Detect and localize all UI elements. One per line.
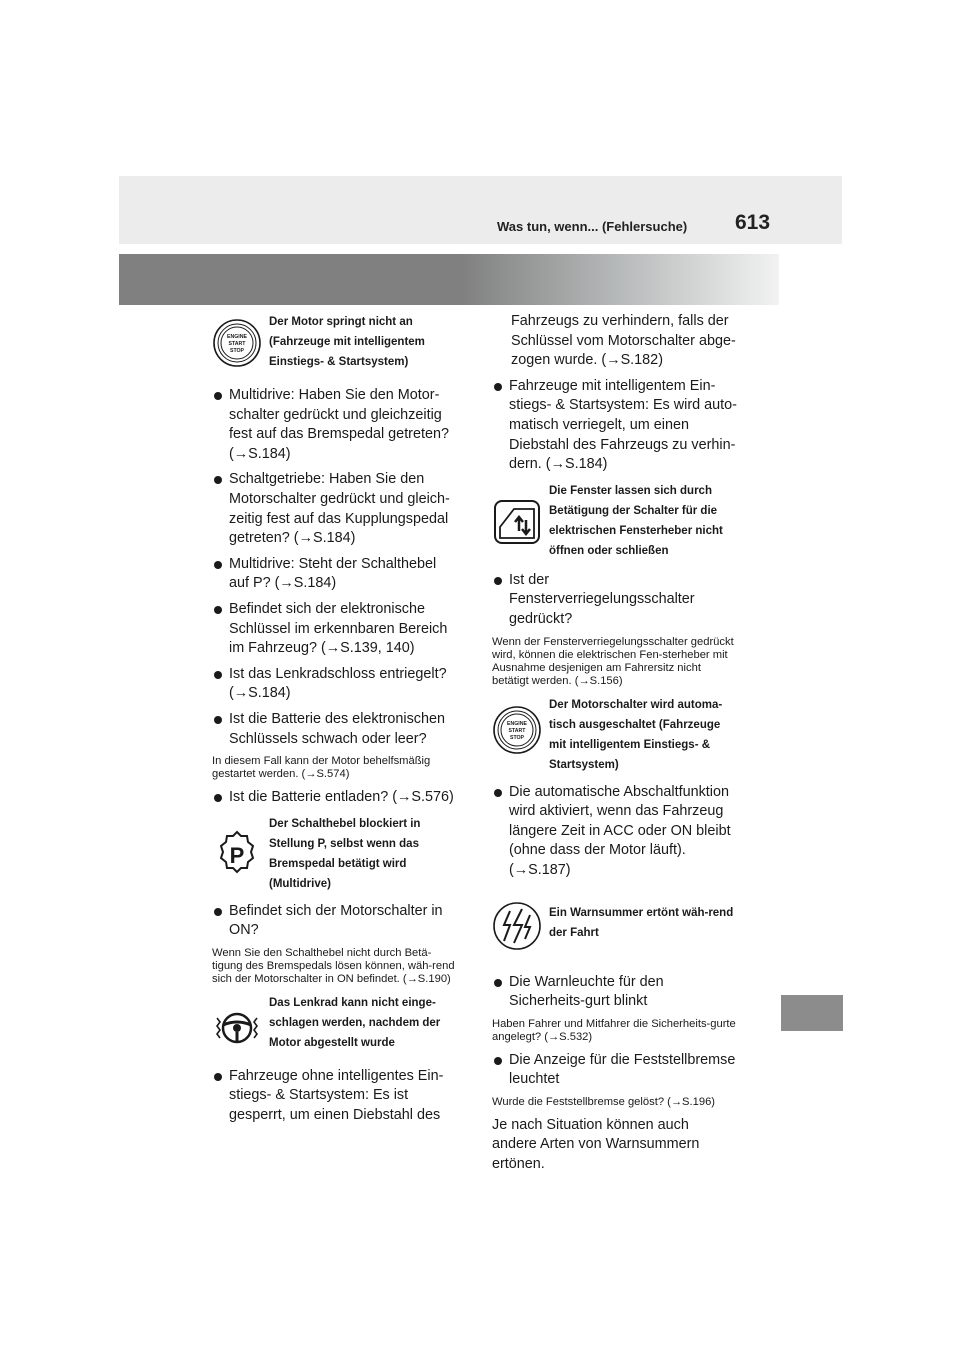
engine-label-line3: STOP — [509, 734, 525, 741]
closing-text: Je nach Situation können auch andere Arten von Warnsummern ertönen. — [492, 1116, 700, 1173]
engine-label-line1: ENGINE — [507, 720, 527, 727]
list-item: Schaltgetriebe: Haben Sie den Motorschalter gedrückt und gleich-zeitig fest auf das Kupplungspedal getreten? (→S.184) — [212, 470, 457, 548]
warning-buzzer-icon — [492, 897, 542, 955]
note-text: In diesem Fall kann der Motor behelfsmäßig gestartet werden. (→S.574) — [212, 755, 431, 781]
left-column — [212, 312, 457, 1132]
continued-text: Fahrzeugs zu verhindern, falls der Schlüssel vom Motorschalter abge-zogen wurde. (→S.182) — [511, 313, 736, 369]
gradient-bar — [119, 254, 779, 305]
list-item: Die automatische Abschaltfunktion wird aktiviert, wenn das Fahrzeug längere Zeit in ACC oder ON bleibt (ohne dass der Motor läuft). (→S.187) — [492, 783, 737, 881]
steering-lock-block — [212, 993, 457, 1059]
list-item: Die Warnleuchte für den Sicherheits-gurt blinkt — [492, 973, 737, 1012]
engine-label-line2: START — [508, 727, 526, 734]
list-item: Ist der Fensterverriegelungsschalter gedrückt? — [492, 571, 737, 630]
right-column — [492, 312, 737, 1181]
block-caption: Der Motorschalter wird automa-tisch ausgeschaltet (Fahrzeuge mit intelligentem Einstiegs- & Startsystem) — [549, 698, 723, 771]
engine-start-block — [212, 312, 457, 378]
page-number: 613 — [735, 211, 771, 234]
list-item: Multidrive: Haben Sie den Motor-schalter gedrückt und gleichzeitig fest auf das Bremspedal getreten? (→S.184) — [212, 386, 457, 464]
note-text: Wenn der Fensterverriegelungsschalter gedrückt wird, können die elektrischen Fen-sterheber mit Ausnahme desjenigen am Fahrersitz nicht betätigt werden. (→S.156) — [492, 635, 734, 687]
power-window-icon — [492, 493, 542, 551]
note-text: Wenn Sie den Schalthebel nicht durch Betä-tigung des Bremspedals lösen können, wäh-rend sich der Motorschalter in ON befindet. (→S.190) — [212, 946, 455, 985]
shift-lever-p-icon — [212, 826, 262, 884]
engine-label-line3: STOP — [229, 348, 245, 354]
list-item: Die Anzeige für die Feststellbremse leuchtet — [492, 1051, 737, 1090]
section-title: Was tun, wenn... (Fehlersuche) — [497, 219, 688, 234]
power-window-block — [492, 481, 737, 563]
block-caption: Der Motor springt nicht an (Fahrzeuge mit intelligentem Einstiegs- & Startsystem) — [269, 316, 425, 368]
header-banner — [119, 176, 842, 244]
chapter-tab-marker[interactable] — [781, 995, 843, 1031]
block-caption: Der Schalthebel blockiert in Stellung P, selbst wenn das Bremspedal betätigt wird (Multidrive) — [269, 817, 421, 890]
list-item: Ist die Batterie entladen? (→S.576) — [212, 788, 457, 808]
steering-lock-icon — [212, 999, 262, 1057]
p-letter: P — [229, 842, 245, 868]
auto-off-block — [492, 695, 737, 775]
block-caption: Ein Warnsummer ertönt wäh-rend der Fahrt — [549, 906, 734, 939]
note-text: Wurde die Feststellbremse gelöst? (→S.196) — [492, 1095, 716, 1108]
list-item: Fahrzeuge ohne intelligentes Ein-stiegs- & Startsystem: Es ist gesperrt, um einen Diebstahl des — [212, 1067, 457, 1126]
list-item: Befindet sich der Motorschalter in ON? — [212, 902, 457, 941]
list-item: Fahrzeuge mit intelligentem Ein-stiegs- & Startsystem: Es wird auto-matisch verriegelt, um einen Diebstahl des Fahrzeugs zu verhin-dern. (→S.184) — [492, 377, 737, 475]
engine-label-line2: START — [228, 341, 246, 347]
warning-buzzer-block — [492, 895, 737, 965]
engine-start-stop-icon — [492, 701, 542, 759]
shift-lever-block — [212, 814, 457, 894]
list-item: Ist die Batterie des elektronischen Schlüssels schwach oder leer? — [212, 710, 457, 749]
block-caption: Die Fenster lassen sich durch Betätigung der Schalter für die elektrischen Fensterheber nicht öffnen oder schließen — [549, 484, 723, 557]
block-caption: Das Lenkrad kann nicht einge-schlagen werden, nachdem der Motor abgestellt wurde — [269, 996, 441, 1049]
list-item: Ist das Lenkradschloss entriegelt? (→S.184) — [212, 665, 457, 704]
list-item: Multidrive: Steht der Schalthebel auf P? (→S.184) — [212, 555, 457, 594]
engine-label-line1: ENGINE — [227, 334, 247, 340]
note-text: Haben Fahrer und Mitfahrer die Sicherheits-gurte angelegt? (→S.532) — [492, 1017, 736, 1043]
list-item: Befindet sich der elektronische Schlüssel im erkennbaren Bereich im Fahrzeug? (→S.139, 140) — [212, 600, 457, 659]
engine-start-stop-icon — [212, 314, 262, 372]
